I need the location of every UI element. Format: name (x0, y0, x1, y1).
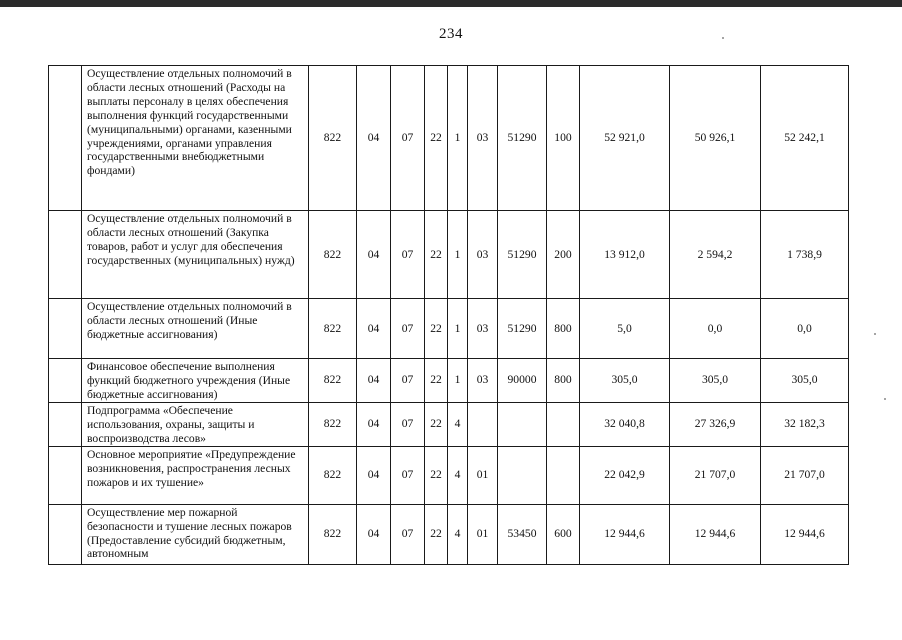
amount-year-1-cell: 13 912,0 (580, 211, 670, 299)
row-number-cell (49, 211, 82, 299)
amount-year-2-cell: 27 326,9 (670, 402, 761, 446)
section-code-cell: 04 (357, 446, 391, 504)
event-code-cell: 03 (468, 66, 498, 211)
program-code-cell: 22 (425, 504, 448, 564)
direction-code-cell: 51290 (498, 299, 547, 359)
row-name-cell: Осуществление отдельных полномочий в области лесных отношений (Иные бюджетные ассигнования) (82, 299, 309, 359)
amount-year-3-cell: 305,0 (761, 359, 849, 403)
event-code-cell (468, 402, 498, 446)
section-code-cell: 04 (357, 504, 391, 564)
admin-code-cell: 822 (309, 359, 357, 403)
page-number: 234 (439, 26, 463, 42)
admin-code-cell: 822 (309, 299, 357, 359)
program-code-cell: 22 (425, 402, 448, 446)
program-code-cell: 22 (425, 446, 448, 504)
table-row (49, 66, 849, 211)
section-code-cell: 04 (357, 211, 391, 299)
section-code-cell: 04 (357, 66, 391, 211)
program-code-cell: 22 (425, 211, 448, 299)
amount-year-3-cell: 21 707,0 (761, 446, 849, 504)
direction-code-cell: 51290 (498, 211, 547, 299)
amount-year-2-cell: 0,0 (670, 299, 761, 359)
table-row (49, 211, 849, 299)
admin-code-cell: 822 (309, 402, 357, 446)
table-row (49, 446, 849, 504)
amount-year-3-cell: 1 738,9 (761, 211, 849, 299)
row-number-cell (49, 299, 82, 359)
subsection-code-cell: 07 (391, 211, 425, 299)
amount-year-1-cell: 305,0 (580, 359, 670, 403)
amount-year-3-cell: 52 242,1 (761, 66, 849, 211)
budget-table (48, 65, 849, 565)
table-row (49, 359, 849, 403)
amount-year-2-cell: 21 707,0 (670, 446, 761, 504)
subsection-code-cell: 07 (391, 402, 425, 446)
row-number-cell (49, 402, 82, 446)
admin-code-cell: 822 (309, 504, 357, 564)
amount-year-2-cell: 12 944,6 (670, 504, 761, 564)
row-number-cell (49, 359, 82, 403)
expense-type-code-cell: 100 (547, 66, 580, 211)
table-row (49, 299, 849, 359)
amount-year-3-cell: 0,0 (761, 299, 849, 359)
program-code-cell: 22 (425, 66, 448, 211)
scan-speck (722, 37, 724, 39)
amount-year-1-cell: 22 042,9 (580, 446, 670, 504)
event-code-cell: 01 (468, 446, 498, 504)
subsection-code-cell: 07 (391, 66, 425, 211)
amount-year-2-cell: 305,0 (670, 359, 761, 403)
subsection-code-cell: 07 (391, 446, 425, 504)
expense-type-code-cell (547, 446, 580, 504)
direction-code-cell (498, 446, 547, 504)
amount-year-3-cell: 32 182,3 (761, 402, 849, 446)
amount-year-1-cell: 5,0 (580, 299, 670, 359)
row-name-cell: Финансовое обеспечение выполнения функций бюджетного учреждения (Иные бюджетные ассигнования) (82, 359, 309, 403)
amount-year-1-cell: 32 040,8 (580, 402, 670, 446)
row-name-cell: Осуществление отдельных полномочий в области лесных отношений (Расходы на выплаты персоналу в целях обеспечения выполнения функций государственными (муниципальными) органами, казенными учреждениями, органами управления государственными внебюджетными фондами) (82, 66, 309, 211)
row-number-cell (49, 504, 82, 564)
expense-type-code-cell: 800 (547, 299, 580, 359)
direction-code-cell: 90000 (498, 359, 547, 403)
amount-year-1-cell: 12 944,6 (580, 504, 670, 564)
subsection-code-cell: 07 (391, 504, 425, 564)
expense-type-code-cell (547, 402, 580, 446)
subprogram-code-cell: 1 (448, 66, 468, 211)
amount-year-1-cell: 52 921,0 (580, 66, 670, 211)
row-name-cell: Осуществление мер пожарной безопасности и тушение лесных пожаров (Предоставление субсидий бюджетным, автономным (82, 504, 309, 564)
table-row (49, 504, 849, 564)
subprogram-code-cell: 4 (448, 504, 468, 564)
scan-speck (884, 398, 886, 400)
amount-year-2-cell: 50 926,1 (670, 66, 761, 211)
row-number-cell (49, 446, 82, 504)
subprogram-code-cell: 1 (448, 211, 468, 299)
direction-code-cell: 51290 (498, 66, 547, 211)
event-code-cell: 01 (468, 504, 498, 564)
admin-code-cell: 822 (309, 66, 357, 211)
section-code-cell: 04 (357, 402, 391, 446)
subsection-code-cell: 07 (391, 299, 425, 359)
table-row (49, 402, 849, 446)
admin-code-cell: 822 (309, 446, 357, 504)
program-code-cell: 22 (425, 299, 448, 359)
event-code-cell: 03 (468, 359, 498, 403)
scan-top-border (0, 0, 902, 7)
event-code-cell: 03 (468, 299, 498, 359)
row-name-cell: Основное мероприятие «Предупреждение возникновения, распространения лесных пожаров и их тушение» (82, 446, 309, 504)
row-number-cell (49, 66, 82, 211)
subprogram-code-cell: 4 (448, 446, 468, 504)
section-code-cell: 04 (357, 359, 391, 403)
amount-year-2-cell: 2 594,2 (670, 211, 761, 299)
expense-type-code-cell: 200 (547, 211, 580, 299)
expense-type-code-cell: 800 (547, 359, 580, 403)
program-code-cell: 22 (425, 359, 448, 403)
row-name-cell: Подпрограмма «Обеспечение использования, охраны, защиты и воспроизводства лесов» (82, 402, 309, 446)
event-code-cell: 03 (468, 211, 498, 299)
subprogram-code-cell: 1 (448, 299, 468, 359)
admin-code-cell: 822 (309, 211, 357, 299)
row-name-cell: Осуществление отдельных полномочий в области лесных отношений (Закупка товаров, работ и услуг для обеспечения государственных (муниципальных) нужд) (82, 211, 309, 299)
subprogram-code-cell: 1 (448, 359, 468, 403)
subprogram-code-cell: 4 (448, 402, 468, 446)
section-code-cell: 04 (357, 299, 391, 359)
direction-code-cell: 53450 (498, 504, 547, 564)
direction-code-cell (498, 402, 547, 446)
subsection-code-cell: 07 (391, 359, 425, 403)
expense-type-code-cell: 600 (547, 504, 580, 564)
amount-year-3-cell: 12 944,6 (761, 504, 849, 564)
scan-speck (874, 333, 876, 335)
